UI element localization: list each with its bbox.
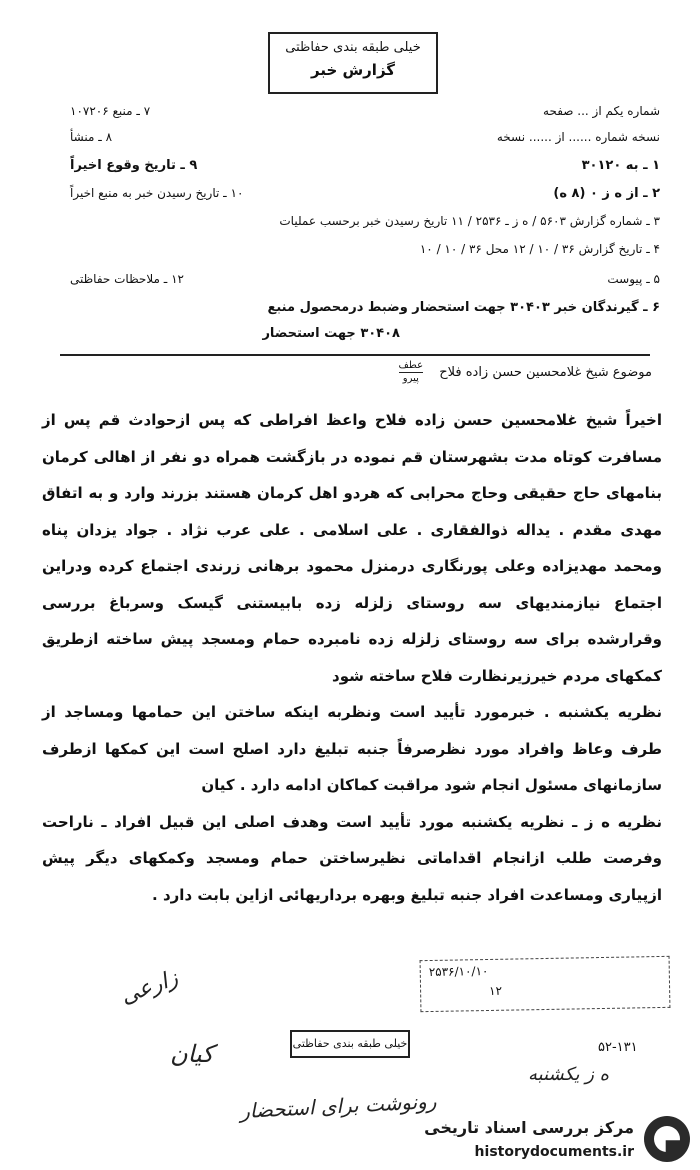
field-8-origin: ۸ ـ منشأ [70, 130, 113, 144]
field-9-event-date: ۹ ـ تاریخ وقوع اخیراً [70, 158, 198, 173]
signature: رونوشت برای استحضار [239, 1088, 437, 1124]
reference-label: عطف [398, 360, 424, 371]
field-7-source: ۷ ـ منبع ۱۰۷۲۰۶ [70, 104, 151, 118]
archive-url: historydocuments.ir [474, 1144, 634, 1160]
header-divider [60, 354, 650, 356]
field-copy: نسخه شماره ...... از ...... نسخه [496, 130, 660, 144]
date-stamp [420, 956, 671, 1012]
classification-stamp [268, 32, 438, 94]
signature: کیان [170, 1040, 214, 1068]
date-stamp-line: ۲۵۳۶/۱۰/۱۰ [428, 963, 489, 980]
subject-line [399, 360, 652, 385]
archive-logo [420, 1112, 700, 1170]
classification-stamp-footer: خیلی طبقه بندی حفاظتی [290, 1030, 410, 1058]
field-4-report-date: ۴ ـ تاریخ گزارش ۳۶ / ۱۰ / ۱۲ محل ۳۶ / ۱۰ / ۱۰ [419, 242, 660, 256]
followup-label: پیرو [402, 373, 419, 384]
field-6-recipients-cont: ۳۰۴۰۸ جهت استحضار [262, 326, 400, 341]
body-paragraph: اخیراً شیخ غلامحسین حسن زاده فلاح واعظ افراطی که پس ازحوادث قم پس از مسافرت کوتاه مدت بشهرستان قم نموده در بازگشت همراه دو نفر از اهالی کرمان بنامهای حاج حقیقی وحاج محرابی که هردو اهل کرمان هستند بزرند وارد و به اتفاق مهدی مقدم . یداله ذوالفقاری . علی اسلامی . علی عرب نژاد . جواد یزدان پناه ومحمد مهدیزاده وعلی پورنگاری درمنزل محمود برهانی زرندی اجتماع کرده ودراین اجتماع نیازمندیهای سه روستای زلزله زده بابیستنی گیسک وسرباغ بررسی وقرارشده برای سه روستای زلزله زده نامبرده حمام ومسجد پیش ساخته ازطریق کمکهای مردم خیرزیرنظارت فلاح ساخته شود [42, 411, 662, 685]
field-1-to: ۱ ـ به ۳۰۱۲۰ [581, 158, 660, 173]
body-paragraph: نظریه یکشنبه . خبرمورد تأیید است ونظربه اینکه ساختن این حمامها ومساجد از طرف وعاظ وافراد مورد نظرصرفاً جنبه تبلیغ دارد اصلح است این کمکها ازطرف سازمانهای مسئول انجام شود مراقبت کماکان ادامه دارد . کیان [42, 703, 662, 794]
report-body [42, 402, 662, 913]
reference-number: ۵۲-۱۳۱ [598, 1040, 638, 1055]
field-5-attachment: ۵ ـ پیوست [607, 272, 660, 286]
body-paragraph: نظریه ه ز ـ نظریه یکشنبه مورد تأیید است وهدف اصلی این قبیل افراد ـ ناراحت وفرصت طلب ازانجام اقداماتی نظیرساختن حمام ومسجد وکمکهای دیگر پیش ازپیاری ومساعدت افراد جنبه تبلیغ وبهره برداریهائی ازاین بابت دارد . [42, 812, 662, 904]
field-page: شماره یکم از ... صفحه [543, 104, 660, 118]
field-2-from: ۲ ـ از ه ز ۰ (۸ ه) [553, 186, 660, 201]
archive-name: مرکز بررسی اسناد تاریخی [424, 1118, 634, 1137]
stamp-report-title: گزارش خبر [310, 61, 396, 79]
signature: زارعی [117, 965, 182, 1010]
date-stamp-line: ۱۲ [488, 983, 503, 998]
field-12-security-notes: ۱۲ ـ ملاحظات حفاظتی [70, 272, 184, 286]
field-10-received-date: ۱۰ ـ تاریخ رسیدن خبر به منبع اخیراً [70, 186, 244, 200]
signature: ه ز یکشنبه [528, 1064, 610, 1085]
field-3-report-number: ۳ ـ شماره گزارش ۵۶۰۳ / ه ز ـ ۲۵۳۶ / ۱۱ تاریخ رسیدن خبر برحسب عملیات [279, 214, 660, 228]
stamp-classification-text: خیلی طبقه بندی حفاظتی [285, 40, 421, 55]
reference-fraction [399, 360, 424, 385]
subject-text: موضوع شیخ غلامحسین حسن زاده فلاح [439, 365, 652, 380]
field-6-recipients: ۶ ـ گیرندگان خبر ۳۰۴۰۳ جهت استحضار وضبط درمحصول منبع [267, 300, 660, 315]
archive-logo-icon [644, 1116, 690, 1162]
